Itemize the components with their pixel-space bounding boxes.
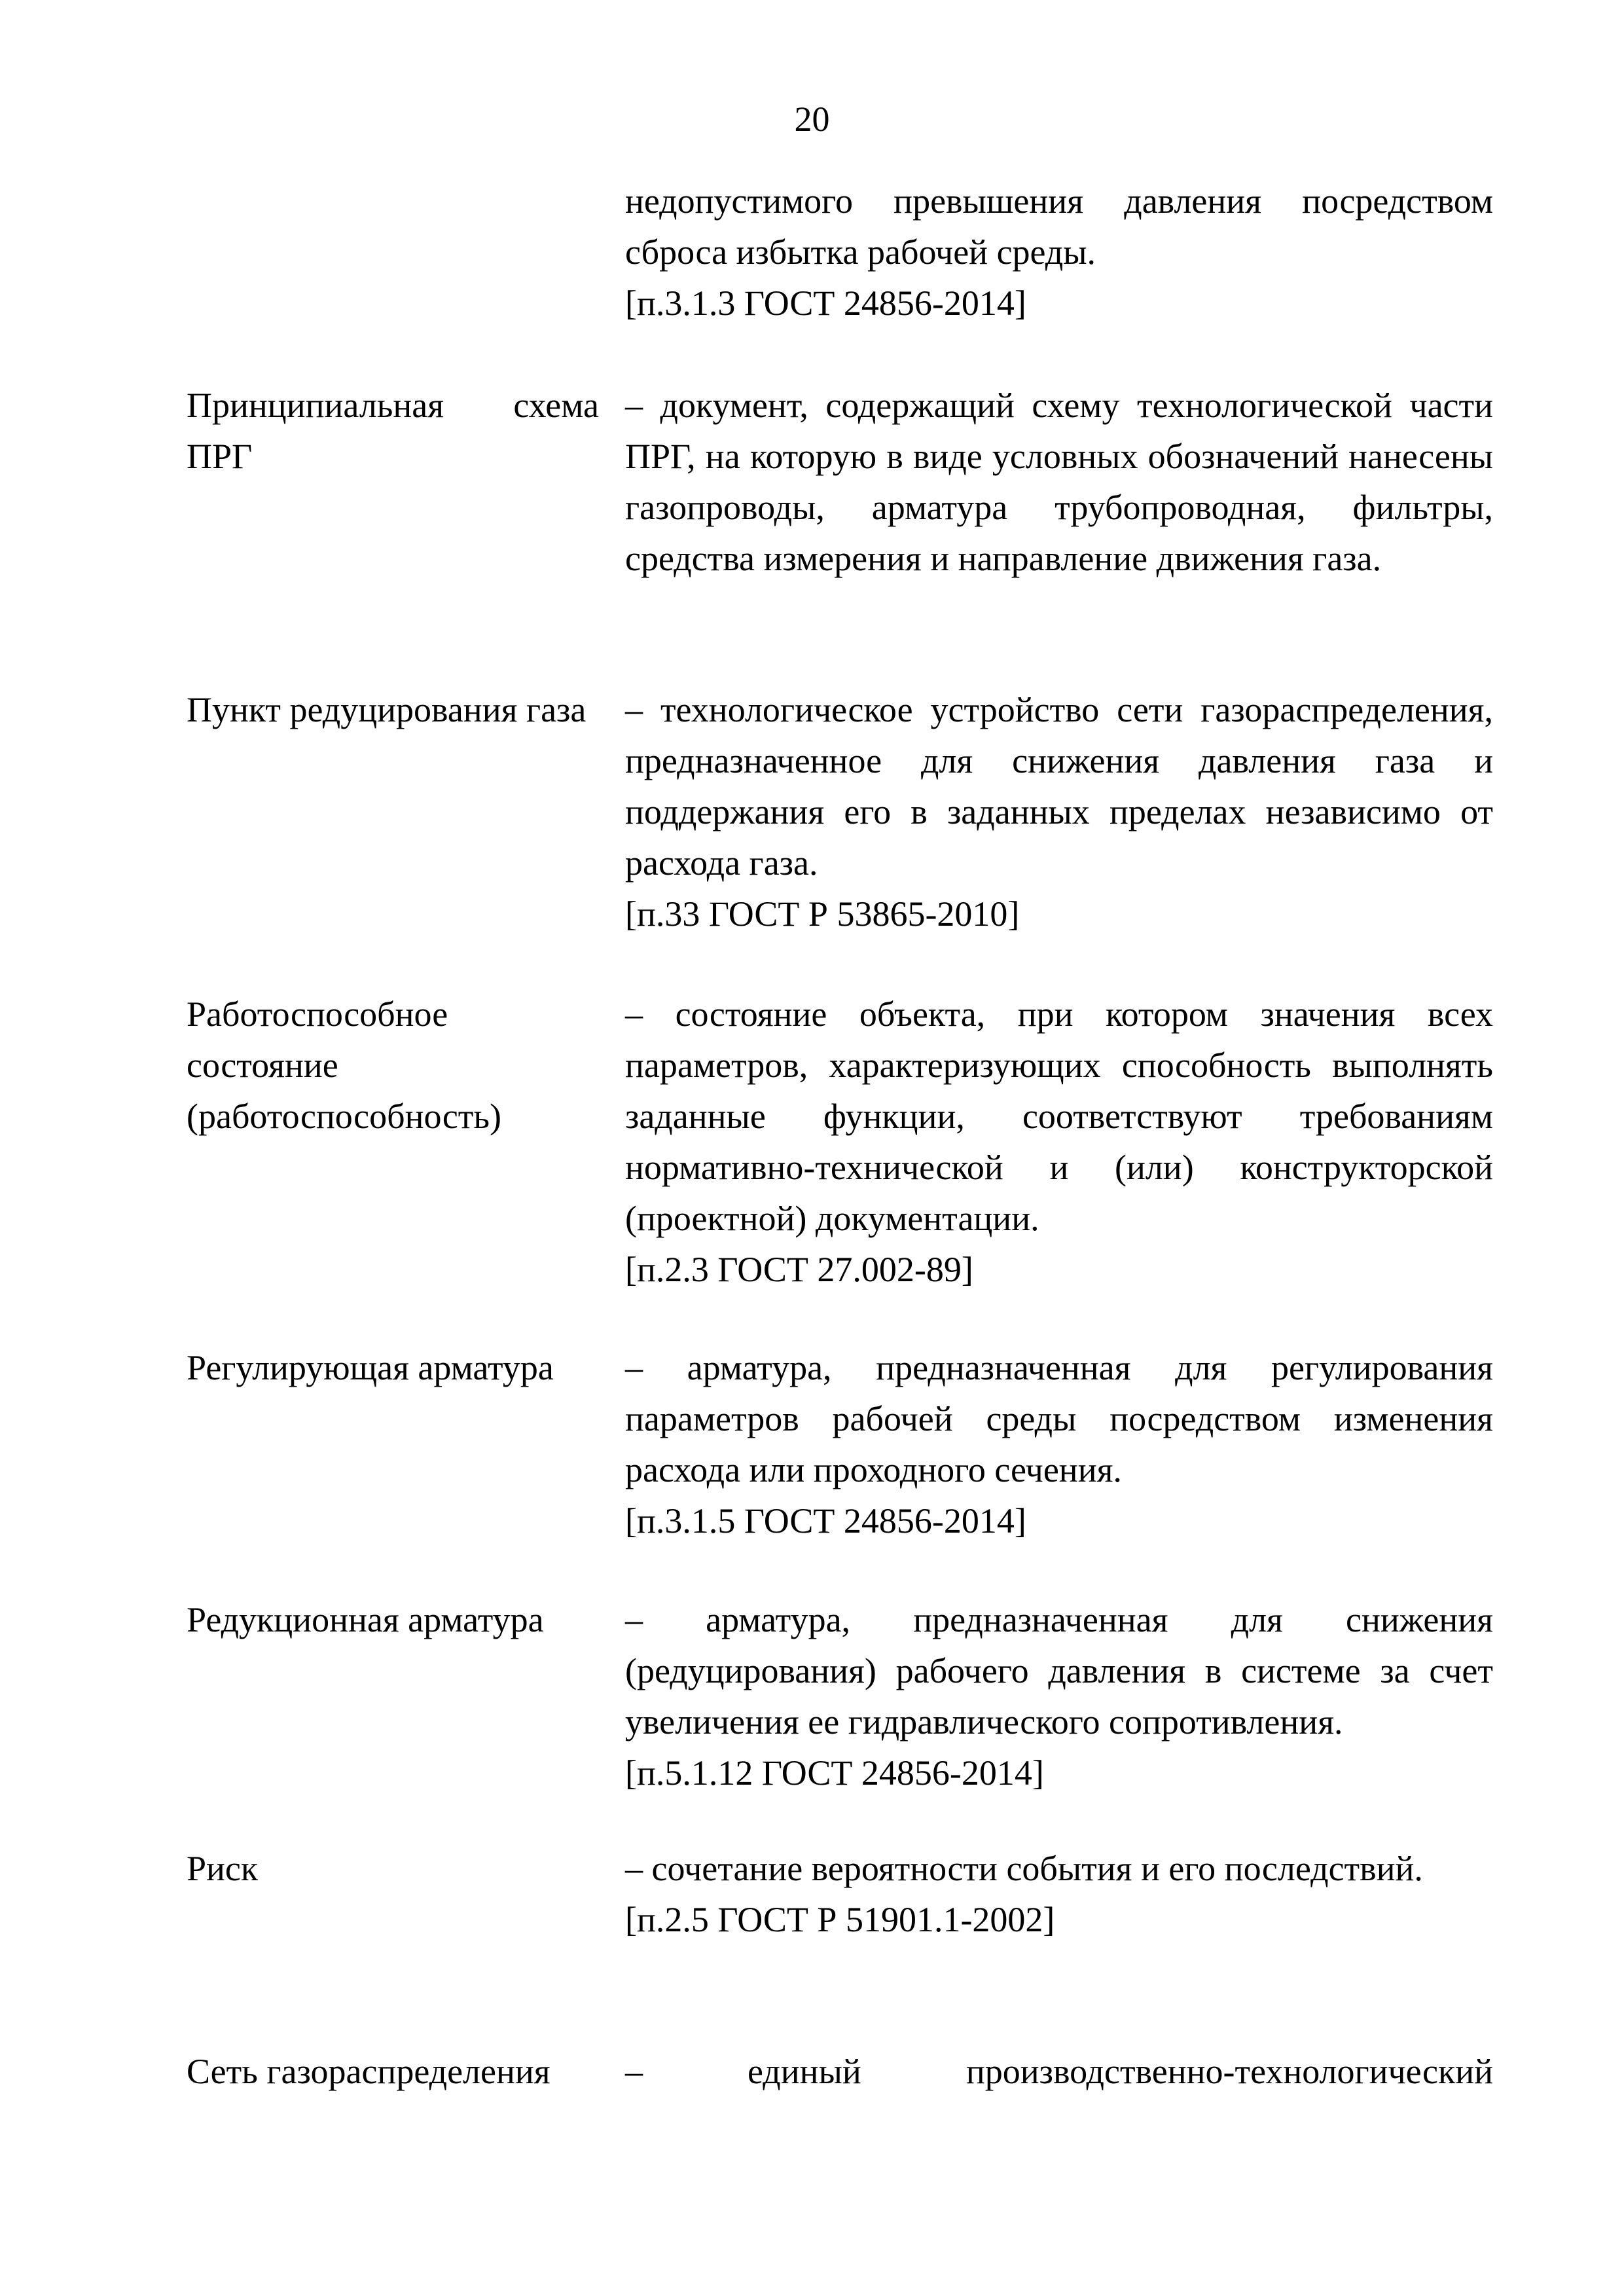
definition <box>625 1843 1493 1945</box>
term: Принципиальная схема ПРГ <box>187 386 599 476</box>
term: Сеть газораспределения <box>187 2052 550 2091</box>
definition-reference: [п.2.5 ГОСТ Р 51901.1-2002] <box>625 1900 1055 1939</box>
definition-text: – единый производственно-технологический <box>625 2052 1493 2091</box>
definition-reference: [п.5.1.12 ГОСТ 24856-2014] <box>625 1753 1044 1793</box>
definition-text: – технологическое устройство сети газораспределения, предназначенное для снижения давления газа и поддержания его в заданных пределах независимо от расхода газа. <box>625 690 1493 883</box>
definition-text: – арматура, предназначенная для регулирования параметров рабочей среды посредством изменения расхода или проходного сечения. <box>625 1348 1493 1489</box>
definition-reference: [п.3.1.3 ГОСТ 24856-2014] <box>625 283 1026 323</box>
definition-text: – арматура, предназначенная для снижения (редуцирования) рабочего давления в системе за счет увеличения ее гидравлического сопротивления. <box>625 1600 1493 1741</box>
definition-reference: [п.3.1.5 ГОСТ 24856-2014] <box>625 1501 1026 1540</box>
definition <box>625 1342 1493 1546</box>
term: Работоспособное состояние (работоспособность) <box>187 994 502 1136</box>
definition <box>625 380 1493 584</box>
definition-text: – документ, содержащий схему технологической части ПРГ, на которую в виде условных обозначений нанесены газопроводы, арматура трубопроводная, фильтры, средства измерения и направление движения газа. <box>625 386 1493 578</box>
definition <box>625 1594 1493 1798</box>
definition <box>625 2046 1493 2097</box>
definition-text: недопустимого превышения давления посредством сброса избытка рабочей среды. <box>625 181 1493 272</box>
page-number: 20 <box>794 100 830 139</box>
definition <box>625 684 1493 939</box>
definition-text: – сочетание вероятности события и его последствий. <box>625 1849 1423 1888</box>
definition <box>625 989 1493 1295</box>
definition <box>625 175 1493 329</box>
definition-text: – состояние объекта, при котором значения всех параметров, характеризующих способность выполнять заданные функции, соответствуют требованиям нормативно-технической и (или) конструкторской (проектной) документации. <box>625 994 1493 1238</box>
term: Регулирующая арматура <box>187 1348 554 1387</box>
term: Пункт редуцирования газа <box>187 690 586 729</box>
definition-reference: [п.33 ГОСТ Р 53865-2010] <box>625 894 1020 934</box>
definition-reference: [п.2.3 ГОСТ 27.002-89] <box>625 1250 973 1289</box>
term: Редукционная арматура <box>187 1600 544 1639</box>
term: Риск <box>187 1849 259 1888</box>
